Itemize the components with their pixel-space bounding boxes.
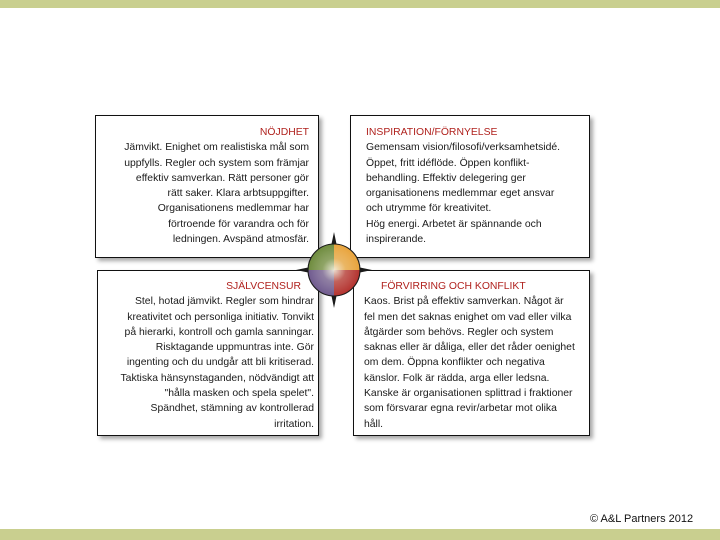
quadrant-body: Gemensam vision/filosofi/verksamhetsidé. Öppet, fritt idéflöde. Öppen konflikt- behandling. Effektiv delegering ger organisationens medlemmar eget ansvar och utrymme för kreativitet. Hög energi. Arbetet är spännande och inspirerande.	[366, 142, 561, 246]
quadrant-body: Jämvikt. Enighet om realistiska mål som uppfylls. Regler och system som främjar effektiv samverkan. Rätt personer gör rätt saker. Klara arbtsuppgifter. Organisationens medlemmar har förtroende för varandra och för ledningen. Avspänd atmosfär.	[124, 142, 309, 246]
compass-icon	[294, 230, 374, 310]
quadrant-title: NÖJDHET	[259, 127, 309, 138]
bottom-accent-band	[0, 529, 720, 540]
quadrant-body: Stel, hotad jämvikt. Regler som hindrar kreativitet och personliga initiativ. Tonvikt på hierarki, kontroll och gamla sanningar. Risktagande uppmuntras inte. Gör ingenting och du undgår att bli kritiserad. Taktiska hänsynstaganden, nödvändigt att "hålla masken och spela spelet". Spändhet, stämning av kontrollerad irritation.	[120, 296, 314, 430]
quadrant-nojdhet	[95, 115, 319, 258]
quadrant-title: FÖRVIRRING OCH KONFLIKT	[381, 281, 526, 292]
quadrant-title: INSPIRATION/FÖRNYELSE	[366, 127, 498, 138]
quadrant-body: Kaos. Brist på effektiv samverkan. Något är fel men det saknas enighet om vad eller vilka åtgärder som behövs. Regler och system saknas eller är dåliga, eller det råder oenighet om dem. Öppna konflikter och negativa känslor. Folk är rädda, arga eller ledsna. Kanske är organisationen splittrad i fraktioner som försvarar egna revir/arbetar mot olika håll.	[364, 296, 575, 430]
compass-arrow-east	[360, 268, 372, 273]
top-accent-band	[0, 0, 720, 8]
quadrant-sjalvcensur	[97, 270, 319, 436]
compass-arrow-north	[332, 232, 337, 244]
compass-arrow-south	[332, 296, 337, 308]
copyright-text: © A&L Partners 2012	[590, 513, 694, 525]
quadrant-inspiration	[350, 115, 590, 258]
quadrant-forvirring	[353, 270, 590, 436]
quadrant-title: SJÄLVCENSUR	[226, 281, 301, 292]
compass-arrow-west	[296, 268, 308, 273]
